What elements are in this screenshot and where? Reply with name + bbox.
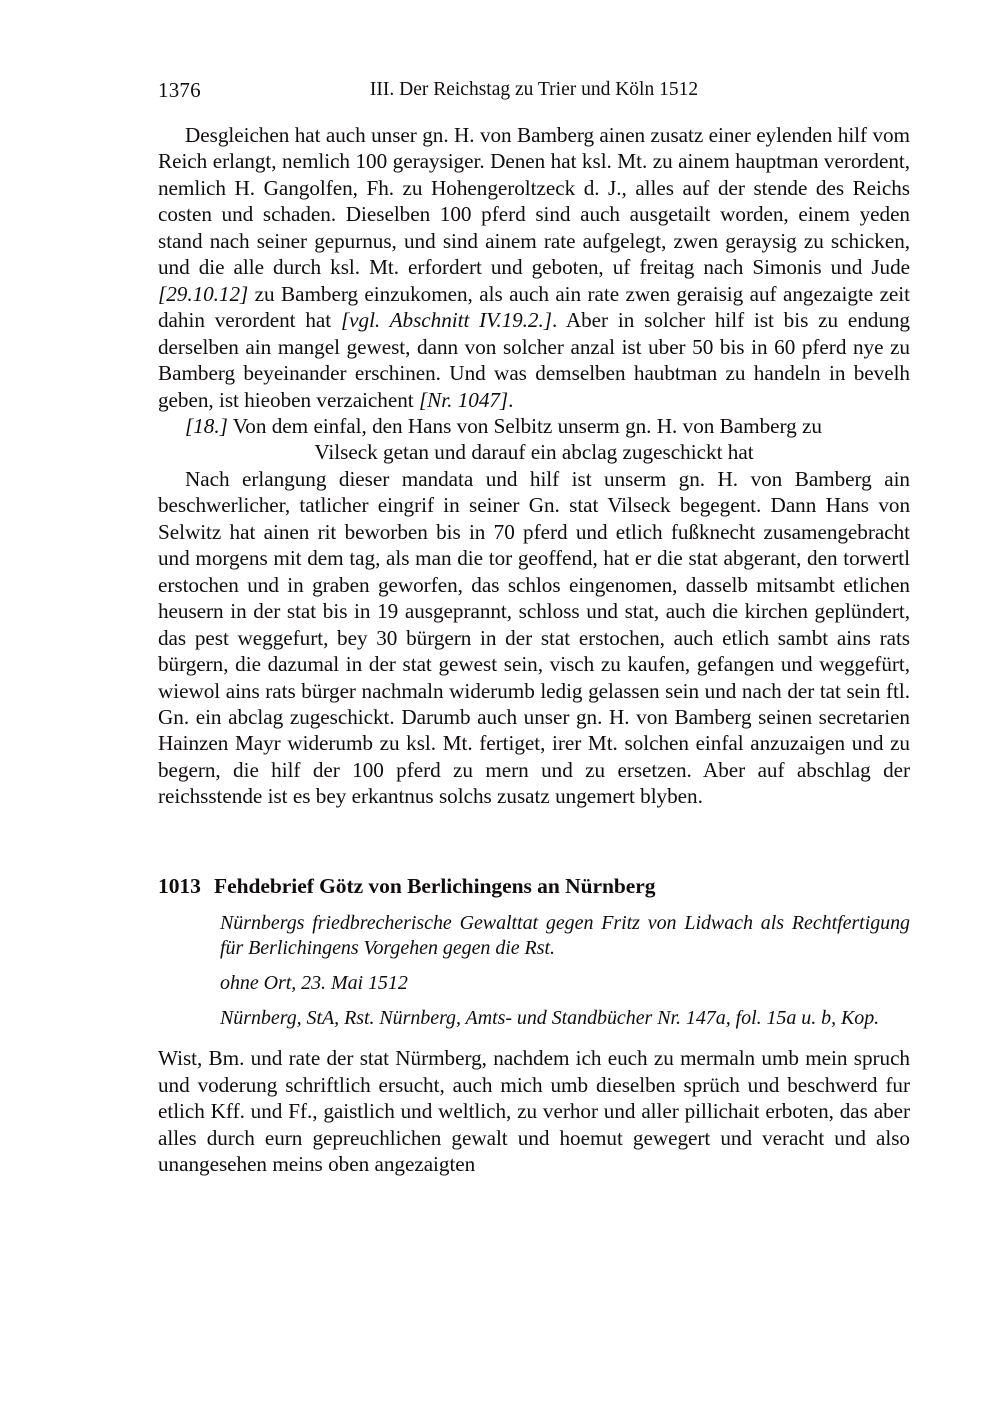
subheading-text: Von dem einfal, den Hans von Selbitz unserm gn. H. von Bamberg zu (227, 413, 822, 438)
para1-segment-4: . (508, 387, 514, 412)
subheading-line-2: Vilseck getan und darauf ein abclag zugeschickt hat (314, 440, 754, 465)
document-number: 1013 (158, 873, 201, 898)
paragraph-vilseck-attack: Nach erlangung dieser mandata und hilf ist unserm gn. H. von Bamberg ain beschwerlicher, tatlicher eingrif in seiner Gn. stat Vilseck begegent. Dann Hans von Selwitz hat ainen rit beworben bis in 70 pferd und etlich fußknecht zusamengebracht und morgens mit dem tag, als man die tor geoffend, hat er die stat abgerant, den torwertl erstochen und in graben geworfen, das schlos eingenomen, dasselb mitsambt etlichen heusern in der stat bis in 19 ausgeprannt, schloss und stat, auch die kirchen geplündert, das pest weggefurt, bey 30 bürgern in der stat erstochen, auch etlich sambt ains rats bürgern, die dazumal in der stat gewest sein, visch zu kaufen, gefangen und weggefürt, wiewol ains rats bürger nachmaln widerumb ledig gelassen sein und nach der tat sein ftl. Gn. ein abclag zugeschickt. Darumb auch unser gn. H. von Bamberg seinen secretarien Hainzen Mayr widerumb zu ksl. Mt. fertiget, irer Mt. solchen einfal anzuzaigen und zu begern, die hilf der 100 pferd zu mern und zu ersetzen. Aber auf abschlag der reichsstende ist es bey erkantnus solchs zusatz ungemert blyben. (158, 466, 910, 809)
paragraph-fehdebrief-text: Wist, Bm. und rate der stat Nürmberg, nachdem ich euch zu mermaln umb mein spruch und voderung schriftlich ersucht, auch mich umb dieselben sprüch und beschwerd fur etlich Kff. und Ff., gaistlich und weltlich, zu verhor und aller pillichait erboten, das aber alles durch eurn gepreuchlichen gewalt und hoemut gewegert und veracht und also unangesehen meins oben angezaigten (158, 1046, 910, 1176)
running-title: III. Der Reichstag zu Trier und Köln 1512 (369, 79, 699, 100)
para1-date-note: [29.10.12] (158, 281, 249, 306)
document-heading (158, 872, 910, 900)
document-archival-reference: Nürnberg, StA, Rst. Nürnberg, Amts- und Standbücher Nr. 147a, fol. 15a u. b, Kop. (220, 1006, 880, 1029)
running-head (158, 76, 910, 104)
paragraph-bamberg-aid (158, 122, 910, 413)
spacer-reference-body (158, 1031, 910, 1045)
spacer-heading-summary (158, 900, 910, 911)
para1-segment-3: . Aber in solcher hilf ist bis zu endung derselben ain mangel gewest, dann von solcher anzal ist uber 50 bis in 60 pferd nye zu Bamberg beyeinander erschinen. Und was demselben haubtman zu handeln in bevelh geben, ist hieoben verzaichent (158, 308, 910, 412)
page-number: 1376 (158, 78, 201, 102)
subheading-marker: [18.] (185, 413, 228, 438)
para1-crossref-note: [vgl. Abschnitt IV.19.2.] (340, 308, 552, 333)
spacer-summary-date (158, 962, 910, 971)
document-date: ohne Ort, 23. Mai 1512 (220, 971, 408, 994)
para1-segment-1: Desgleichen hat auch unser gn. H. von Bamberg ainen zusatz einer eylenden hilf vom Reich erlangt, nemlich 100 geraysiger. Denen hat ksl. Mt. zu ainem hauptman verordent, nemlich H. Gangolfen, Fh. zu Hohengeroltzeck d. J., alles auf der stende des Reichs costen und schaden. Dieselben 100 pferd sind auch ausgetailt worden, einem yeden stand nach seiner gepurnus, und sind ainem rate aufgelegt, zwen geraysig zu schicken, und die alle durch ksl. Mt. erfordert und geboten, uf freitag nach Simonis und Jude (158, 123, 910, 280)
para1-segment-2: zu Bamberg einzukomen, als auch ain rate zwen geraisig auf angezaigte zeit dahin verordent hat (158, 281, 910, 333)
para1-number-note: [Nr. 1047] (418, 387, 509, 412)
subheading-line-1 (158, 413, 910, 439)
document-summary: Nürnbergs friedbrecherische Gewalttat gegen Fritz von Lidwach als Rechtfertigung für Berlichingens Vorgehen gegen die Rst. (220, 911, 910, 960)
document-title: Fehdebrief Götz von Berlichingens an Nürnberg (214, 873, 656, 898)
spacer-before-heading (158, 810, 910, 872)
text-column (158, 122, 910, 1177)
spacer-date-reference (158, 997, 910, 1006)
